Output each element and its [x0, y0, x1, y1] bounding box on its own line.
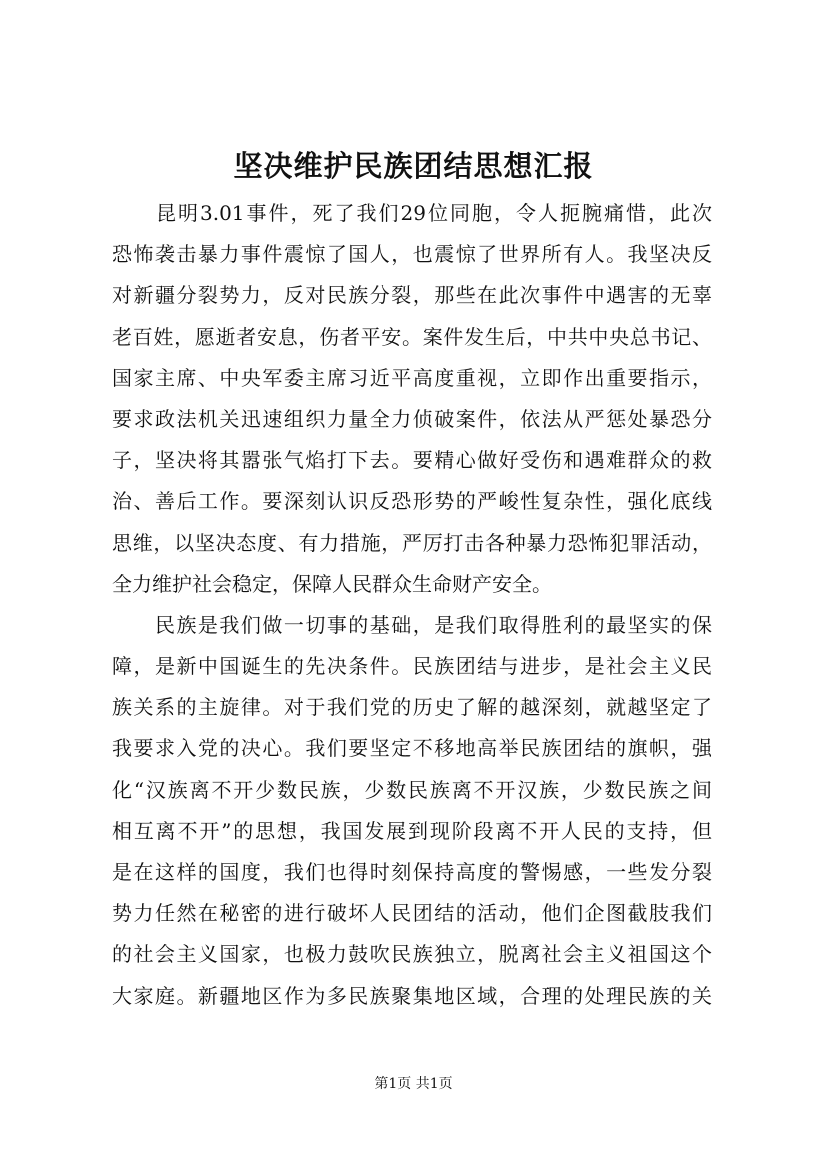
body-line: 大家庭。新疆地区作为多民族聚集地区域，合理的处理民族的关	[112, 983, 712, 1008]
body-line: 是在这样的国度，我们也得时刻保持高度的警惕感，一些发分裂	[112, 860, 712, 884]
body-line: 昆明3.01事件，死了我们29位同胞，令人扼腕痛惜，此次	[112, 201, 712, 225]
body-line: 子，坚决将其嚣张气焰打下去。要精心做好受伤和遇难群众的救	[112, 448, 712, 473]
body-line: 的社会主义国家，也极力鼓吹民族独立，脱离社会主义祖国这个	[112, 942, 712, 967]
body-line: 势力任然在秘密的进行破坏人民团结的活动，他们企图截肢我们	[112, 901, 712, 926]
body-line: 障，是新中国诞生的先决条件。民族团结与进步，是社会主义民	[112, 654, 712, 679]
body-line: 恐怖袭击暴力事件震惊了国人，也震惊了世界所有人。我坚决反	[112, 242, 712, 267]
body-line: 相互离不开”的思想，我国发展到现阶段离不开人民的支持，但	[112, 818, 712, 843]
body-line: 老百姓，愿逝者安息，伤者平安。案件发生后，中共中央总书记、	[112, 324, 712, 349]
body-line: 治、善后工作。要深刻认识反恐形势的严峻性复杂性，强化底线	[112, 489, 712, 514]
body-line: 思维，以坚决态度、有力措施，严厉打击各种暴力恐怖犯罪活动，	[112, 530, 712, 555]
body-line: 族关系的主旋律。对于我们党的历史了解的越深刻，就越坚定了	[112, 695, 712, 720]
document-body	[112, 193, 712, 1017]
body-line: 民族是我们做一切事的基础，是我们取得胜利的最坚实的保	[112, 612, 712, 637]
body-line: 要求政法机关迅速组织力量全力侦破案件，依法从严惩处暴恐分	[112, 406, 712, 431]
body-line: 我要求入党的决心。我们要坚定不移地高举民族团结的旗帜，强	[112, 736, 712, 761]
body-line: 全力维护社会稳定，保障人民群众生命财产安全。	[112, 571, 552, 596]
document-title: 坚决维护民族团结思想汇报	[233, 149, 594, 183]
body-line: 对新疆分裂势力，反对民族分裂，那些在此次事件中遇害的无辜	[112, 283, 712, 308]
body-line: 国家主席、中央军委主席习近平高度重视，立即作出重要指示，	[112, 365, 712, 390]
page-number-footer: 第1页 共1页	[374, 1076, 453, 1092]
body-line: 化“汉族离不开少数民族，少数民族离不开汉族，少数民族之间	[112, 777, 712, 802]
